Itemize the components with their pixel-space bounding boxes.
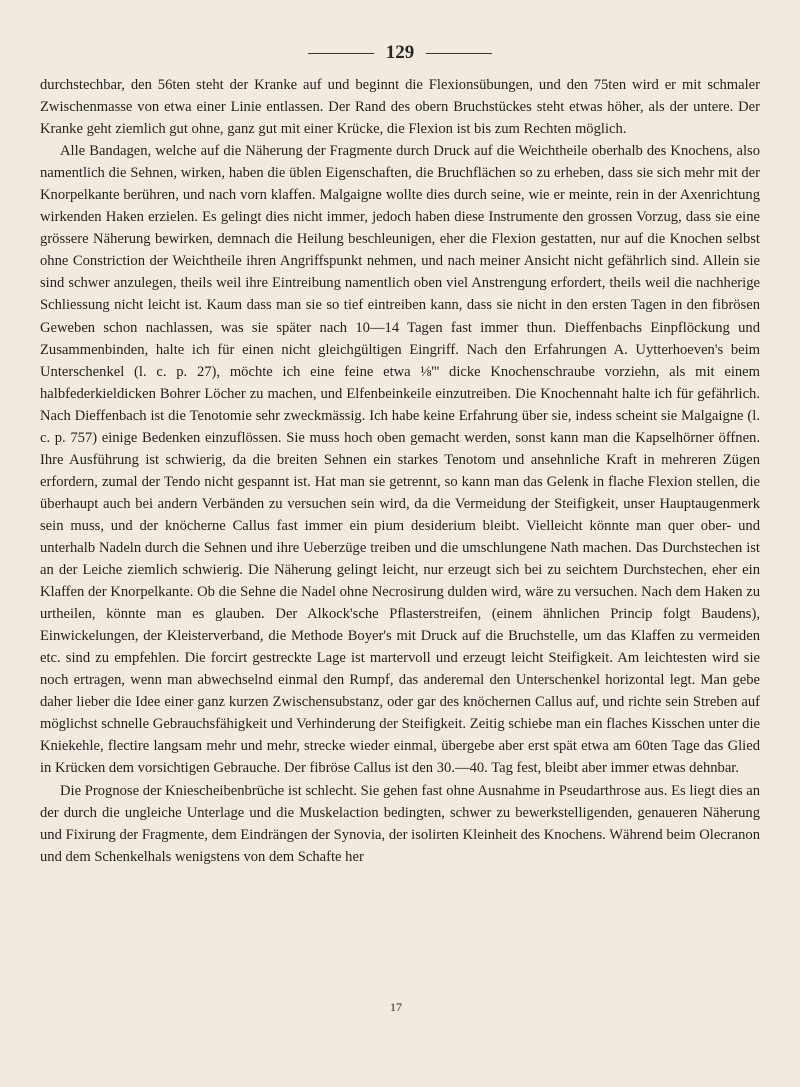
paragraph-1: durchstechbar, den 56ten steht der Kranke auf und beginnt die Flexionsübungen, und den 75ten wird er mit schmaler Zwischenmasse von etwa einer Linie entlassen. Der Rand des obern Bruchstückes steht etwas höher, als der untere. Der Kranke geht ziemlich gut ohne, ganz gut mit einer Krücke, die Flexion ist bis zum Rechten möglich. [40,77,760,138]
body-text [40,74,760,868]
signature-mark: 17 [390,1000,402,1014]
paragraph-2: Alle Bandagen, welche auf die Näherung der Fragmente durch Druck auf die Weichtheile oberhalb des Knochens, also namentlich die Sehnen, wirken, haben die üblen Eigenschaften, die Bruchflächen so zu erheben, dass sie sich mehr mit der Knorpelkante berühren, und nach vorn klaffen. Malgaigne wollte dies durch seine, wie er meinte, rein in der Axenrichtung wirkenden Haken erzielen. Es gelingt dies nicht immer, jedoch haben diese Instrumente den grossen Vorzug, dass sie eine grössere Näherung bewirken, demnach die Heilung beschleunigen, eher die Flexion gestatten, nur auf die Knochen selbst ohne Constriction der Weichtheile ihren Angriffspunkt nehmen, und nach meiner Ansicht nicht gefährlich sind. Allein sie sind schwer anzulegen, theils weil ihre Eintreibung namentlich oben viel Anstrengung erfordert, theils weil die nachherige Schliessung nicht leicht ist. Kaum dass man sie so tief eintreiben kann, dass sie nicht in den ersten Tagen in den fibrösen Geweben schon nachlassen, was sie später nach 10—14 Tagen fast immer thun. Dieffenbachs Einpflöckung und Zusammenbinden, halte ich für einen nicht gleichgültigen Eingriff. Nach den Erfahrungen A. Uytterhoeven's beim Unterschenkel (l. c. p. 27), möchte ich eine feine etwa ⅛''' dicke Knochenschraube vorziehn, als mit einem halbfederkieldicken Bohrer Löcher zu machen, und Elfenbeinkeile einzutreiben. Die Knochennaht halte ich für gefährlich. Nach Dieffenbach ist die Tenotomie sehr zweckmässig. Ich habe keine Erfahrung über sie, indess scheint sie Malgaigne (l. c. p. 757) einige Bedenken einzuflössen. Sie muss hoch oben gemacht werden, sonst kann man die Kapselhörner öffnen. Ihre Ausführung ist schwierig, da die breiten Sehnen ein starkes Tenotom und ansehnliche Kraft in mehreren Zügen erfordern, zumal der Tendo nicht gespannt ist. Hat man sie getrennt, so kann man das Gelenk in flache Flexion stellen, die überhaupt auch bei andern Verbänden zu versuchen sein wird, da die Vermeidung der Steifigkeit, unser Hauptaugenmerk sein muss, und der knöcherne Callus fast immer ein pium desiderium bleibt. Vielleicht könnte man quer ober- und unterhalb Nadeln durch die Sehnen und ihre Ueberzüge treiben und die umschlungene Nath machen. Das Durchstechen ist an der Leiche ziemlich schwierig. Die Näherung gelingt leicht, nur erzeugt sich bei zu seichtem Durchstechen, eher ein Klaffen der Knorpelkante. Ob die Sehne die Nadel ohne Necrosirung dulden wird, wäre zu versuchen. Nach dem Haken zu urtheilen, könnte man es glauben. Der Alkock'sche Pflasterstreifen, (einem ähnlichen Princip folgt Baudens), Einwickelungen, der Kleisterverband, die Methode Boyer's mit Druck auf die Bruchstelle, um das Klaffen zu vermeiden etc. sind zu empfehlen. Die forcirt gestreckte Lage ist martervoll und erzeugt leicht Steifigkeit. Am leichtesten wird sie noch ertragen, wenn man abwechselnd einmal den Rumpf, das anderemal den Unterschenkel horizontal legt. Man gebe daher lieber die Idee einer ganz kurzen Zwischensubstanz, oder gar des knöchernen Callus auf, und richte sein Streben auf möglichst schnelle Gebrauchsfähigkeit und Verhinderung der Steifigkeit. Zeitig schiebe man ein flaches Kisschen unter die Kniekehle, flectire langsam mehr und mehr, strecke wieder einmal, übergebe aber erst spät etwa am 60ten Tage das Glied in Krücken dem vorsichtigen Gebrauche. Der fibröse Callus ist den 30.—40. Tag fest, bleibt aber immer etwas dehnbar. [40,143,760,777]
page-header [0,42,800,64]
paragraph-3: Die Prognose der Kniescheibenbrüche ist schlecht. Sie gehen fast ohne Ausnahme in Pseudarthrose aus. Es liegt dies an der durch die ungleiche Unterlage und die Muskelaction bedingten, schwer zu bewerkstelligenden, genaueren Näherung und Fixirung der Fragmente, dem Eindrängen der Synovia, der isolirten Kleinheit des Knochens. Während beim Olecranon und dem Schenkelhals wenigstens von dem Schafte her [40,782,760,865]
header-rule-left [308,53,374,54]
header-rule-right [426,53,492,54]
page-number: 129 [385,42,415,63]
